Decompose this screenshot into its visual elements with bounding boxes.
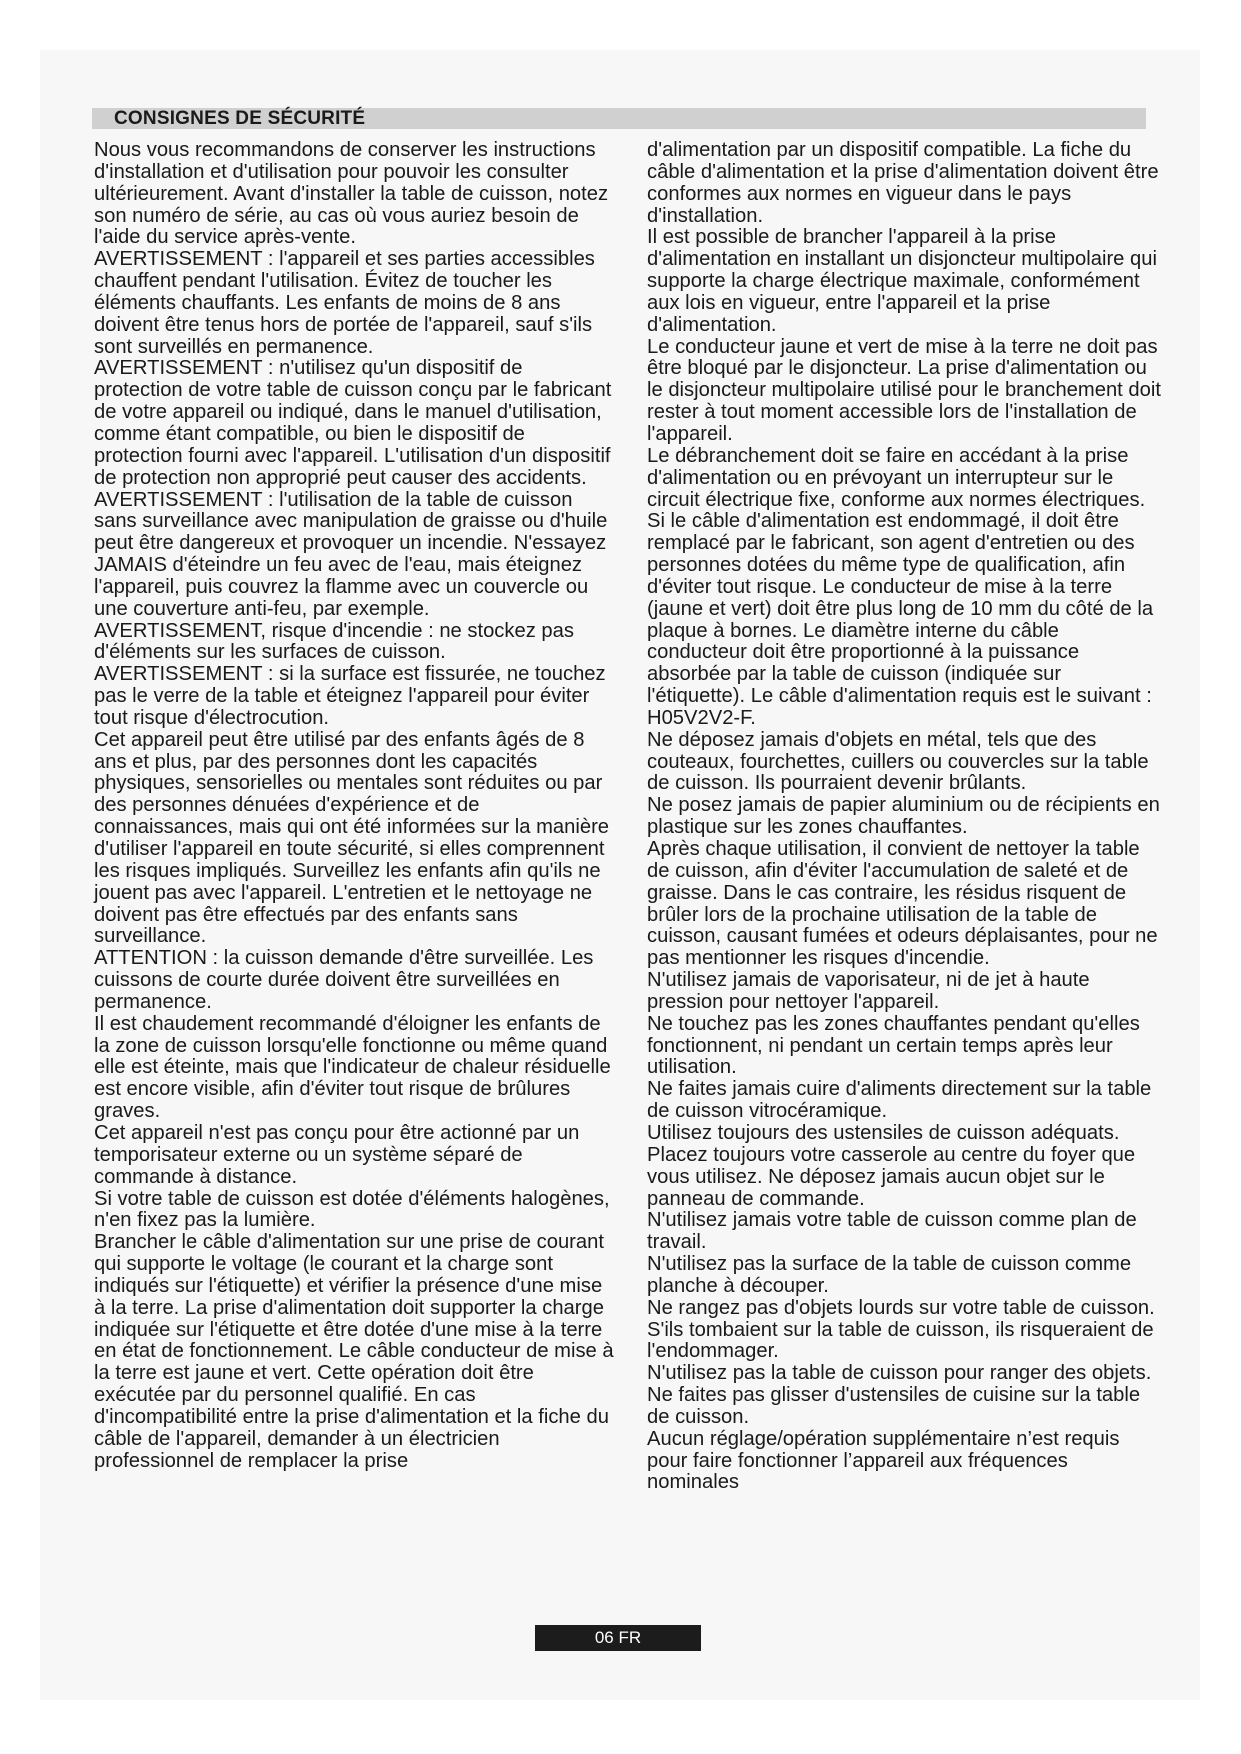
paragraph: AVERTISSEMENT : n'utilisez qu'un dispositif de protection de votre table de cuisson conçu par le fabricant de votre appareil ou indiqué, dans le manuel d'utilisation, comme étant compatible, ou bien le dispositif de protection fourni avec l'appareil. L'utilisation d'un dispositif de protection non approprié peut causer des accidents.	[94, 357, 612, 489]
paragraph: Le conducteur jaune et vert de mise à la terre ne doit pas être bloqué par le disjoncteur. La prise d'alimentation ou le disjoncteur multipolaire utilisé pour le branchement doit rester à tout moment accessible lors de l'installation de l'appareil.	[647, 335, 1161, 445]
page-number-box	[535, 1625, 701, 1651]
paragraph: Ne posez jamais de papier aluminium ou de récipients en plastique sur les zones chauffantes.	[647, 794, 1160, 839]
paragraph: Ne touchez pas les zones chauffantes pendant qu'elles fonctionnent, ni pendant un certain temps après leur utilisation.	[647, 1012, 1140, 1079]
paragraph: Brancher le câble d'alimentation sur une prise de courant qui supporte le voltage (le courant et la charge sont indiqués sur l'étiquette) et vérifier la présence d'une mise à la terre. La prise d'alimentation doit supporter la charge indiquée sur l'étiquette et être dotée d'une mise à la terre en état de fonctionnement. Le câble conducteur de mise à la terre est jaune et vert. Cette opération doit être exécutée par du personnel qualifié. En cas d'incompatibilité entre la prise d'alimentation et la fiche du câble de l'appareil, demander à un électricien professionnel de remplacer la prise	[94, 1231, 614, 1472]
paragraph: AVERTISSEMENT : l'appareil et ses parties accessibles chauffent pendant l'utilisation. Évitez de toucher les éléments chauffants. Les enfants de moins de 8 ans doivent être tenus hors de portée de l'appareil, sauf s'ils sont surveillés en permanence.	[94, 248, 595, 358]
paragraph: N'utilisez pas la surface de la table de cuisson comme planche à découper.	[647, 1253, 1132, 1297]
paragraph: ATTENTION : la cuisson demande d'être surveillée. Les cuissons de courte durée doivent être surveillées en permanence.	[94, 947, 594, 1013]
left-column	[94, 140, 614, 1472]
paragraph: N'utilisez jamais de vaporisateur, ni de jet à haute pression pour nettoyer l'appareil.	[647, 969, 1090, 1013]
paragraph: Nous vous recommandons de conserver les instructions d'installation et d'utilisation pour pouvoir les consulter ultérieurement. Avant d'installer la table de cuisson, notez son numéro de série, au cas où vous auriez besoin de l'aide du service après-vente.	[94, 139, 609, 249]
paragraph: Placez toujours votre casserole au centre du foyer que vous utilisez. Ne déposez jamais aucun objet sur le panneau de commande.	[647, 1143, 1136, 1210]
section-title: CONSIGNES DE SÉCURITÉ	[114, 108, 366, 129]
paragraph: Utilisez toujours des ustensiles de cuisson adéquats.	[647, 1121, 1120, 1144]
paragraph: Ne rangez pas d'objets lourds sur votre table de cuisson. S'ils tombaient sur la table de cuisson, ils risqueraient de l'endommager.	[647, 1296, 1155, 1363]
paragraph: Le débranchement doit se faire en accédant à la prise d'alimentation ou en prévoyant un interrupteur sur le circuit électrique fixe, conforme aux normes électriques.	[647, 444, 1146, 511]
paragraph: d'alimentation par un dispositif compatible. La fiche du câble d'alimentation et la prise d'alimentation doivent être conformes aux normes en vigueur dans le pays d'installation.	[647, 139, 1159, 227]
paragraph: Après chaque utilisation, il convient de nettoyer la table de cuisson, afin d'éviter l'accumulation de saleté et de graisse. Dans le cas contraire, les résidus risquent de brûler lors de la prochaine utilisation de la table de cuisson, causant fumées et odeurs déplaisantes, pour ne pas mentionner les risques d'incendie.	[647, 838, 1158, 970]
paragraph: Ne faites jamais cuire d'aliments directement sur la table de cuisson vitrocéramique.	[647, 1078, 1152, 1123]
paragraph: AVERTISSEMENT, risque d'incendie : ne stockez pas d'éléments sur les surfaces de cuisson.	[94, 619, 574, 664]
paragraph: N'utilisez pas la table de cuisson pour ranger des objets.	[647, 1362, 1152, 1385]
page-number: 06 FR	[594, 1628, 642, 1647]
paragraph: AVERTISSEMENT : l'utilisation de la table de cuisson sans surveillance avec manipulation de graisse ou d'huile peut être dangereux et provoquer un incendie. N'essayez JAMAIS d'éteindre un feu avec de l'eau, mais éteignez l'appareil, puis couvrez la flamme avec un couvercle ou une couverture anti-feu, par exemple.	[94, 488, 608, 620]
section-header	[92, 108, 1146, 129]
paragraph: Cet appareil peut être utilisé par des enfants âgés de 8 ans et plus, par des personnes dont les capacités physiques, sensorielles ou mentales sont réduites ou par des personnes dénuées d'expérience et de connaissances, mais qui ont été informées sur la manière d'utiliser l'appareil en toute sécurité, si elles comprennent les risques impliqués. Surveillez les enfants afin qu'ils ne jouent pas avec l'appareil. L'entretien et le nettoyage ne doivent pas être effectués par des enfants sans surveillance.	[94, 728, 610, 948]
paragraph: Si votre table de cuisson est dotée d'éléments halogènes, n'en fixez pas la lumière.	[94, 1187, 610, 1232]
paragraph: Il est chaudement recommandé d'éloigner les enfants de la zone de cuisson lorsqu'elle fonctionne ou même quand elle est éteinte, mais que l'indicateur de chaleur résiduelle est encore visible, afin d'éviter tout risque de brûlures graves.	[94, 1012, 611, 1123]
paragraph: Aucun réglage/opération supplémentaire n’est requis pour faire fonctionner l’appareil aux fréquences nominales	[647, 1427, 1120, 1494]
paragraph: AVERTISSEMENT : si la surface est fissurée, ne touchez pas le verre de la table et éteignez l'appareil pour éviter tout risque d'électrocution.	[94, 663, 606, 729]
right-column	[647, 140, 1163, 1494]
paragraph: Cet appareil n'est pas conçu pour être actionné par un temporisateur externe ou un système séparé de commande à distance.	[94, 1121, 580, 1188]
paragraph: Ne déposez jamais d'objets en métal, tels que des couteaux, fourchettes, cuillers ou couvercles sur la table de cuisson. Ils pourraient devenir brûlants.	[647, 728, 1149, 795]
paragraph: Il est possible de brancher l'appareil à la prise d'alimentation en installant un disjoncteur multipolaire qui supporte la charge électrique maximale, conformément aux lois en vigueur, entre l'appareil et la prise d'alimentation.	[647, 226, 1157, 336]
paragraph: N'utilisez jamais votre table de cuisson comme plan de travail.	[647, 1209, 1137, 1254]
paragraph: Ne faites pas glisser d'ustensiles de cuisine sur la table de cuisson.	[647, 1384, 1141, 1428]
paragraph: Si le câble d'alimentation est endommagé, il doit être remplacé par le fabricant, son agent d'entretien ou des personnes dotées du même type de qualification, afin d'éviter tout risque. Le conducteur de mise à la terre (jaune et vert) doit être plus long de 10 mm du côté de la plaque à bornes. Le diamètre interne du câble conducteur doit être proportionné à la puissance absorbée par la table de cuisson (indiquée sur l'étiquette). Le câble d'alimentation requis est le suivant : H05V2V2-F.	[647, 510, 1154, 729]
